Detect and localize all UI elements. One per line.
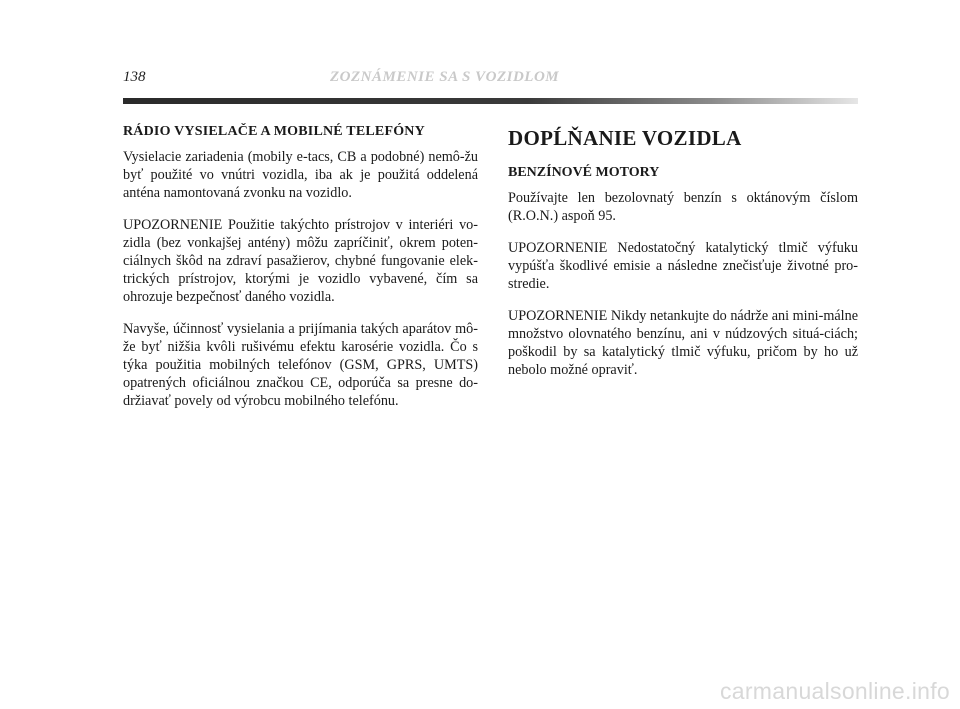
running-header: ZOZNÁMENIE SA S VOZIDLOM — [330, 69, 560, 85]
subheading-petrol-engines: BENZÍNOVÉ MOTORY — [508, 165, 660, 180]
paragraph: Používajte len bezolovnatý benzín s oktánovým číslom (R.O.N.) aspoň 95. — [508, 190, 858, 224]
section-heading-radio: RÁDIO VYSIELAČE A MOBILNÉ TELEFÓNY — [123, 124, 425, 139]
paragraph: UPOZORNENIE Nikdy netankujte do nádrže ani mini-málne množstvo olovnatého benzínu, ani v núdzových situá-ciách; poškodil by sa katalytický tlmič výfuku, pričom by ho už nebolo možné opraviť. — [508, 308, 858, 378]
paragraph: UPOZORNENIE Použitie takýchto prístrojov v interiéri vo-zidla (bez vonkajšej antény) môžu zapríčiniť, okrem poten-ciálnych škôd na zdraví pasažierov, chybné fungovanie elek-trických prístrojov, ktorými je vozidlo vybavené, čím sa ohrozuje bezpečnosť daného vozidla. — [123, 217, 478, 305]
header-rule — [123, 98, 858, 104]
left-column — [123, 124, 478, 424]
right-column — [508, 124, 858, 393]
paragraph: Vysielacie zariadenia (mobily e-tacs, CB a podobné) nemô-žu byť použité vo vnútri vozidla, iba ak je použitá oddelená anténa namontovaná zvonku na vozidlo. — [123, 149, 478, 201]
paragraph: Navyše, účinnosť vysielania a prijímania takých aparátov mô-že byť nižšia kvôli rušivému efektu karosérie vozidla. Čo s týka použitia mobilných telefónov (GSM, GPRS, UMTS) opatrených oficiálnou značkou CE, odporúča sa presne do-držiavať povely od výrobcu mobilného telefónu. — [123, 321, 478, 409]
watermark: carmanualsonline.info — [719, 678, 950, 704]
page-number: 138 — [123, 69, 146, 85]
paragraph: UPOZORNENIE Nedostatočný katalytický tlmič výfuku vypúšťa škodlivé emisie a následne znečisťuje životné pro-stredie. — [508, 240, 858, 292]
chapter-heading: DOPĹŇANIE VOZIDLA — [508, 126, 742, 150]
